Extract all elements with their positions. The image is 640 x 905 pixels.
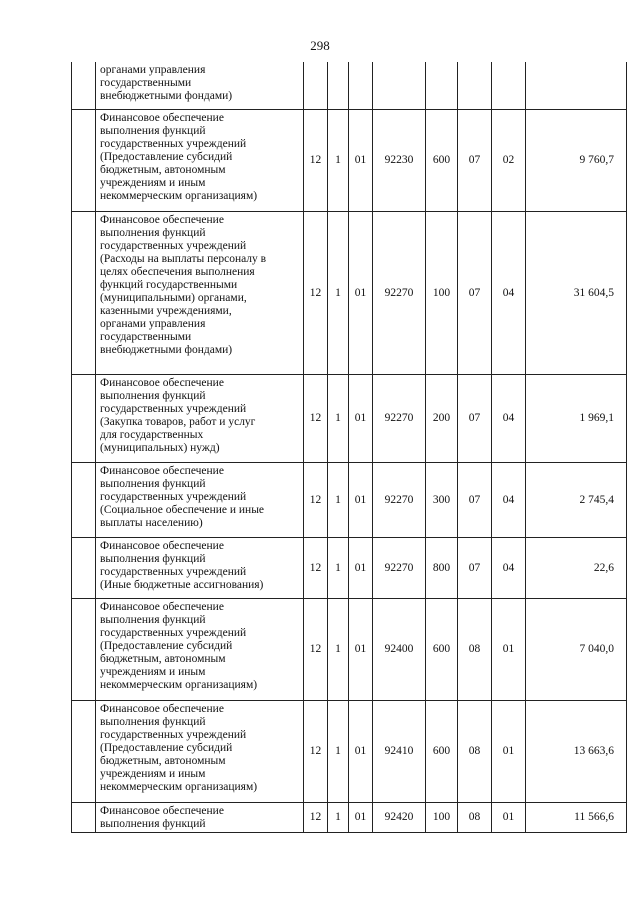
code-target: 92270 <box>373 211 426 374</box>
code-target: 92400 <box>373 598 426 700</box>
description-line: выплаты населению) <box>100 516 203 529</box>
description-line: некоммерческим организациям) <box>100 678 258 691</box>
code-cell-2: 1 <box>328 211 349 374</box>
code-cell-2: 1 <box>328 374 349 462</box>
description-cell <box>96 598 304 700</box>
amount-cell: 2 745,4 <box>526 462 627 537</box>
code-subsection: 01 <box>492 700 526 802</box>
code-cell-1: 12 <box>304 598 328 700</box>
description-line: выполнения функций <box>100 613 206 626</box>
code-target: 92410 <box>373 700 426 802</box>
description-line: выполнения функций <box>100 124 206 137</box>
code-cell-3: 01 <box>349 802 373 832</box>
amount-cell: 7 040,0 <box>526 598 627 700</box>
blank-cell <box>72 62 96 109</box>
code-subsection: 04 <box>492 537 526 598</box>
description-line: органами управления <box>100 317 206 330</box>
description-line: функций государственными <box>100 278 238 291</box>
amount-cell: 22,6 <box>526 537 627 598</box>
description-cell <box>96 700 304 802</box>
code-cell-3: 01 <box>349 374 373 462</box>
description-line: (Предоставление субсидий <box>100 741 233 754</box>
code-expense-type: 100 <box>426 211 458 374</box>
code-expense-type: 600 <box>426 109 458 211</box>
table-row <box>72 802 627 832</box>
code-cell-2: 1 <box>328 537 349 598</box>
description-line: выполнения функций <box>100 477 206 490</box>
amount-cell: 11 566,6 <box>526 802 627 832</box>
code-subsection <box>492 62 526 109</box>
description-cell <box>96 802 304 832</box>
code-expense-type: 800 <box>426 537 458 598</box>
code-cell-2: 1 <box>328 700 349 802</box>
description-line: Финансовое обеспечение <box>100 376 224 389</box>
description-line: органами управления <box>100 64 206 76</box>
code-subsection: 04 <box>492 462 526 537</box>
description-line: бюджетным, автономным <box>100 652 226 665</box>
code-cell-1: 12 <box>304 211 328 374</box>
code-section: 07 <box>458 109 492 211</box>
code-subsection: 04 <box>492 374 526 462</box>
description-line: учреждениям и иным <box>100 767 206 780</box>
description-cell <box>96 109 304 211</box>
blank-cell <box>72 700 96 802</box>
page-number: 298 <box>310 38 330 53</box>
blank-cell <box>72 109 96 211</box>
code-cell-2: 1 <box>328 109 349 211</box>
code-cell-1: 12 <box>304 802 328 832</box>
code-section: 07 <box>458 537 492 598</box>
code-cell-1: 12 <box>304 374 328 462</box>
description-cell <box>96 537 304 598</box>
description-line: государственных учреждений <box>100 626 247 639</box>
description-line: целях обеспечения выполнения <box>100 265 255 278</box>
description-line: (Иные бюджетные ассигнования) <box>100 578 264 591</box>
description-line: государственными <box>100 330 192 343</box>
code-cell-1 <box>304 62 328 109</box>
code-subsection: 04 <box>492 211 526 374</box>
description-line: Финансовое обеспечение <box>100 111 224 124</box>
code-cell-2: 1 <box>328 462 349 537</box>
description-line: (Предоставление субсидий <box>100 639 233 652</box>
code-cell-3: 01 <box>349 109 373 211</box>
description-line: государственных учреждений <box>100 402 247 415</box>
description-line: выполнения функций <box>100 226 206 239</box>
code-cell-2 <box>328 62 349 109</box>
description-line: Финансовое обеспечение <box>100 213 224 226</box>
code-section: 07 <box>458 374 492 462</box>
code-expense-type: 600 <box>426 700 458 802</box>
code-cell-1: 12 <box>304 462 328 537</box>
code-expense-type: 100 <box>426 802 458 832</box>
code-section: 08 <box>458 598 492 700</box>
code-cell-3: 01 <box>349 462 373 537</box>
description-line: Финансовое обеспечение <box>100 600 224 613</box>
description-line: государственных учреждений <box>100 490 247 503</box>
blank-cell <box>72 211 96 374</box>
code-expense-type: 300 <box>426 462 458 537</box>
code-cell-3 <box>349 62 373 109</box>
code-cell-1: 12 <box>304 109 328 211</box>
code-section: 08 <box>458 700 492 802</box>
description-line: государственных учреждений <box>100 728 247 741</box>
amount-cell: 13 663,6 <box>526 700 627 802</box>
code-target: 92420 <box>373 802 426 832</box>
code-expense-type: 600 <box>426 598 458 700</box>
code-subsection: 01 <box>492 598 526 700</box>
code-expense-type: 200 <box>426 374 458 462</box>
code-section <box>458 62 492 109</box>
amount-cell: 31 604,5 <box>526 211 627 374</box>
description-cell <box>96 374 304 462</box>
description-line: бюджетным, автономным <box>100 754 226 767</box>
code-target: 92270 <box>373 462 426 537</box>
code-cell-2: 1 <box>328 802 349 832</box>
table-row <box>72 109 627 211</box>
code-section: 07 <box>458 462 492 537</box>
description-line: (Закупка товаров, работ и услуг <box>100 415 256 428</box>
code-section: 07 <box>458 211 492 374</box>
code-section: 08 <box>458 802 492 832</box>
description-line: государственных учреждений <box>100 137 247 150</box>
description-line: выполнения функций <box>100 389 206 402</box>
code-cell-1: 12 <box>304 700 328 802</box>
description-line: (муниципальных) нужд) <box>100 441 220 454</box>
description-cell <box>96 62 304 109</box>
description-line: для государственных <box>100 428 204 441</box>
description-cell <box>96 462 304 537</box>
code-target <box>373 62 426 109</box>
code-cell-2: 1 <box>328 598 349 700</box>
code-target: 92230 <box>373 109 426 211</box>
code-cell-3: 01 <box>349 211 373 374</box>
amount-cell: 9 760,7 <box>526 109 627 211</box>
code-cell-3: 01 <box>349 700 373 802</box>
code-target: 92270 <box>373 374 426 462</box>
blank-cell <box>72 462 96 537</box>
description-line: Финансовое обеспечение <box>100 702 224 715</box>
table-row <box>72 462 627 537</box>
code-subsection: 01 <box>492 802 526 832</box>
description-line: выполнения функций <box>100 552 206 565</box>
table-body <box>72 62 627 832</box>
code-expense-type <box>426 62 458 109</box>
description-line: государственными <box>100 77 192 89</box>
table-row <box>72 537 627 598</box>
budget-table <box>71 62 627 833</box>
description-line: бюджетным, автономным <box>100 163 226 176</box>
table-row <box>72 374 627 462</box>
blank-cell <box>72 537 96 598</box>
code-cell-1: 12 <box>304 537 328 598</box>
description-line: учреждениям и иным <box>100 176 206 189</box>
description-line: казенными учреждениями, <box>100 304 232 317</box>
table-row <box>72 211 627 374</box>
description-line: государственных учреждений <box>100 565 247 578</box>
description-line: Финансовое обеспечение <box>100 539 224 552</box>
code-target: 92270 <box>373 537 426 598</box>
table-row <box>72 62 627 109</box>
blank-cell <box>72 374 96 462</box>
amount-cell <box>526 62 627 109</box>
blank-cell <box>72 598 96 700</box>
description-line: (муниципальными) органами, <box>100 291 247 304</box>
amount-cell: 1 969,1 <box>526 374 627 462</box>
description-line: внебюджетными фондами) <box>100 343 233 356</box>
description-line: выполнения функций <box>100 715 206 728</box>
description-line: внебюджетными фондами) <box>100 90 233 102</box>
table-row <box>72 598 627 700</box>
table-row <box>72 700 627 802</box>
description-line: (Предоставление субсидий <box>100 150 233 163</box>
description-cell <box>96 211 304 374</box>
description-line: Финансовое обеспечение <box>100 804 224 817</box>
code-cell-3: 01 <box>349 537 373 598</box>
description-line: (Социальное обеспечение и иные <box>100 503 265 516</box>
code-subsection: 02 <box>492 109 526 211</box>
description-line: Финансовое обеспечение <box>100 464 224 477</box>
code-cell-3: 01 <box>349 598 373 700</box>
description-line: государственных учреждений <box>100 239 247 252</box>
blank-cell <box>72 802 96 832</box>
description-line: (Расходы на выплаты персоналу в <box>100 252 267 265</box>
description-line: выполнения функций <box>100 817 206 830</box>
description-line: учреждениям и иным <box>100 665 206 678</box>
description-line: некоммерческим организациям) <box>100 780 258 793</box>
description-line: некоммерческим организациям) <box>100 189 258 202</box>
